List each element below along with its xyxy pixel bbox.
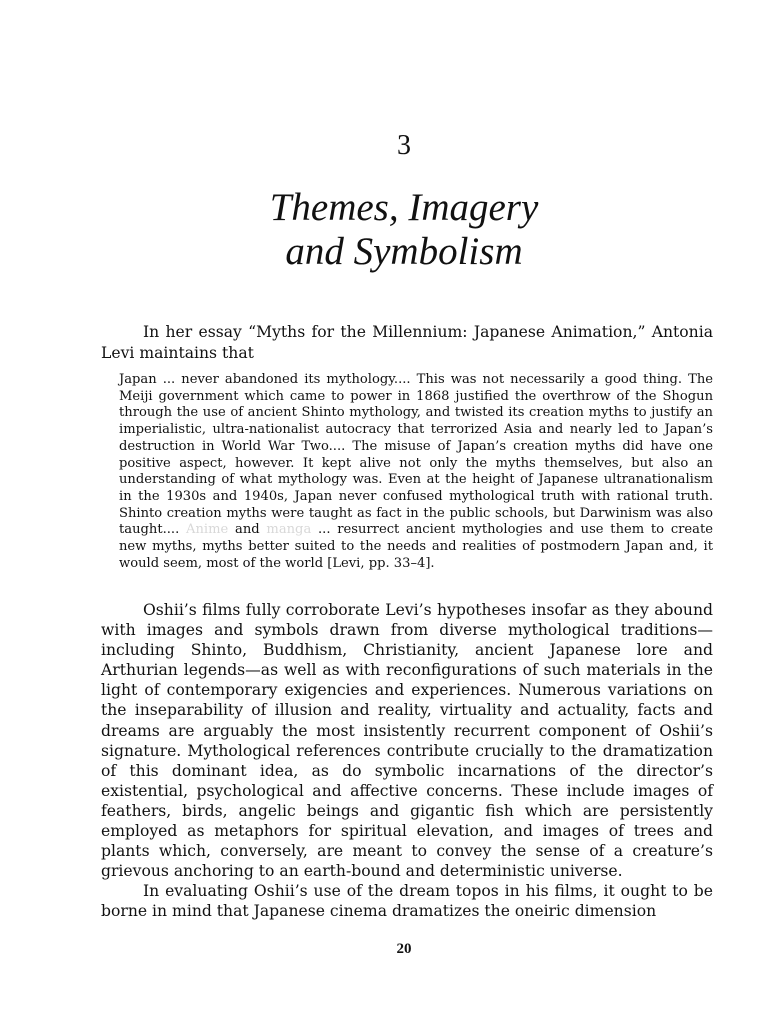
block-quote: [119, 372, 713, 572]
body-paragraph-1: Oshii’s films fully corroborate Levi’s hypotheses insofar as they abound with images and symbols drawn from diverse mythological traditions—including Shinto, Buddhism, Christianity, ancient Japanese lore and Arthurian legends—as well as with reconfigurations of such materials in the light of contemporary exigencies and experiences. Numerous variations on the inseparability of illusion and reality, virtuality and actuality, facts and dreams are arguably the most insistently recurrent component of Oshii’s signature. Mythological references contribute crucially to the dramatization of this dominant idea, as do symbolic incarnations of the director’s existential, psychological and affective concerns. These include images of feathers, birds, angelic beings and gigantic fish which are persistently employed as metaphors for spiritual elevation, and images of trees and plants which, conversely, are meant to convey the sense of a creature’s grievous anchoring to an earth-bound and deterministic universe.: [101, 601, 713, 881]
quote-text-main: Japan ... never abandoned its mythology.... This was not necessarily a good thing. The Meiji government which came to power in 1868 justified the overthrow of the Shogun through the use of ancient Shinto mythology, and twisted its creation myths to justify an imperialistic, ultra-nationalist autocracy that terrorized Asia and nearly led to Japan’s destruction in World War Two.... The misuse of Japan’s creation myths did have one positive aspect, however. It kept alive not only the myths themselves, but also an understanding of what mythology was. Even at the height of Japanese ultranationalism in the 1930s and 1940s, Japan never confused mythological truth with rational truth. Shinto creation myths were taught as fact in the public schools, but Darwinism was also taught....: [119, 372, 713, 538]
quote-connector: and: [235, 522, 260, 538]
body-paragraph-2: In evaluating Oshii’s use of the dream topos in his films, it ought to be borne in mind that Japanese cinema dramatizes the oneiric dimension: [101, 882, 713, 921]
quote-text-end: ... resurrect ancient mythologies and use them to create new myths, myths better suited to the needs and realities of postmodern Japan and, it would seem, most of the world [Levi, pp. 33–4].: [119, 522, 713, 571]
page-number: 20: [396, 941, 412, 957]
quote-faded-word-1: Anime: [186, 522, 229, 538]
quote-faded-word-2: manga: [266, 522, 312, 538]
chapter-title-line-2: and Symbolism: [285, 230, 523, 273]
body-text: [101, 600, 713, 922]
intro-paragraph: In her essay “Myths for the Millennium: Japanese Animation,” Antonia Levi maintains that: [101, 323, 713, 362]
chapter-title-line-1: Themes, Imagery: [269, 186, 539, 229]
chapter-title: [0, 186, 768, 274]
chapter-number: 3: [397, 130, 411, 161]
